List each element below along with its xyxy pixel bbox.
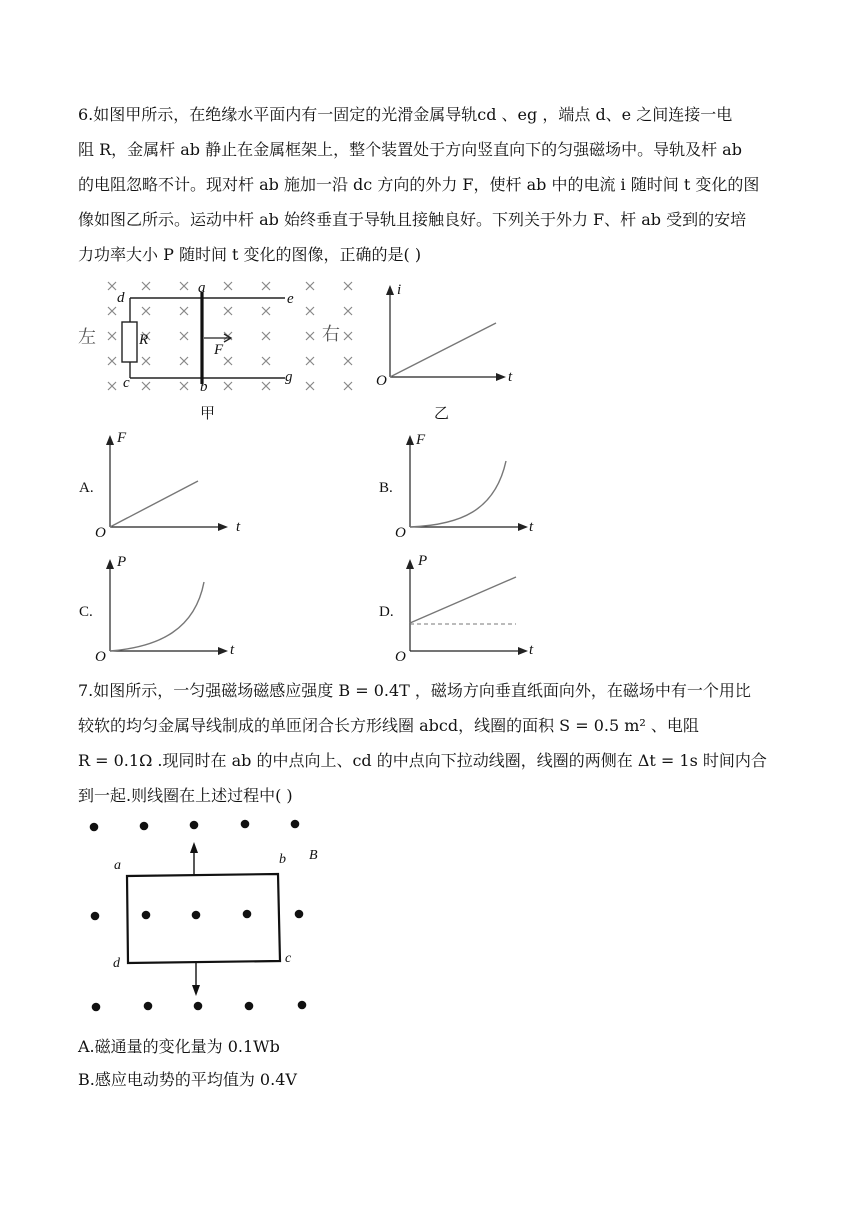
- option-a-axis-x: t: [236, 519, 241, 535]
- option-b-letter: B.: [379, 480, 393, 496]
- q7-line-3: R = 0.1Ω .现同时在 ab 的中点向上、cd 的中点向下拉动线圈，线圈的两侧在 Δt = 1s 时间内合: [78, 751, 767, 770]
- field-cross: [108, 357, 116, 365]
- option-c-origin: O: [95, 649, 106, 665]
- option-b-origin: O: [395, 525, 406, 541]
- field-cross: [180, 382, 188, 390]
- field-cross: [262, 307, 270, 315]
- option-b-axis-x: t: [529, 519, 534, 535]
- question-6-text: [78, 101, 790, 268]
- coil-label-c: c: [285, 951, 292, 966]
- q6-line-4: 像如图乙所示。运动中杆 ab 始终垂直于导轨且接触良好。下列关于外力 F、杆 ab 受到的安培: [78, 210, 747, 229]
- option-d-axis-x: t: [529, 642, 534, 658]
- option-a-origin: O: [95, 525, 106, 541]
- field-cross: [306, 332, 314, 340]
- coil-label-d: d: [113, 956, 120, 971]
- q6-line-3: 的电阻忽略不计。现对杆 ab 施加一沿 dc 方向的外力 F，使杆 ab 中的电流 i 随时间 t 变化的图: [78, 175, 760, 194]
- field-cross: [344, 307, 352, 315]
- field-cross: [180, 282, 188, 290]
- right-label: 右: [322, 324, 340, 345]
- caption-yi: 乙: [434, 404, 450, 422]
- field-cross: [224, 307, 232, 315]
- field-cross: [142, 307, 150, 315]
- label-c: c: [123, 375, 130, 391]
- field-cross: [262, 382, 270, 390]
- q6-line-1: 6.如图甲所示，在绝缘水平面内有一固定的光滑金属导轨cd 、eg ，端点 d、e 之间连接一电: [78, 105, 733, 124]
- field-cross: [262, 282, 270, 290]
- field-cross: [262, 332, 270, 340]
- label-g: g: [285, 369, 293, 385]
- yi-axis-x: t: [508, 369, 513, 385]
- label-e: e: [287, 291, 294, 307]
- field-cross: [180, 307, 188, 315]
- field-cross: [306, 282, 314, 290]
- option-a-axis-y: F: [117, 430, 127, 446]
- label-a: a: [198, 280, 206, 296]
- field-cross: [142, 382, 150, 390]
- q7-line-1: 7.如图所示，一匀强磁场磁感应强度 B = 0.4T ，磁场方向垂直纸面向外，在磁场中有一个用比: [78, 681, 751, 700]
- label-d: d: [117, 290, 125, 306]
- q6-line-2: 阻 R，金属杆 ab 静止在金属框架上，整个装置处于方向竖直向下的匀强磁场中。导轨及杆 ab: [78, 140, 742, 159]
- field-cross: [344, 357, 352, 365]
- field-cross: [142, 357, 150, 365]
- field-cross: [344, 382, 352, 390]
- left-label: 左: [78, 327, 96, 348]
- field-cross: [108, 382, 116, 390]
- option-b-axis-y: F: [416, 432, 426, 448]
- coil-label-b: b: [279, 852, 286, 867]
- field-cross: [108, 307, 116, 315]
- caption-jia: 甲: [200, 404, 216, 422]
- q7-option-a[interactable]: A.磁通量的变化量为 0.1Wb: [78, 1037, 280, 1056]
- option-c-axis-x: t: [230, 642, 235, 658]
- field-cross: [142, 282, 150, 290]
- field-cross: [224, 382, 232, 390]
- field-cross: [306, 307, 314, 315]
- field-cross: [306, 382, 314, 390]
- yi-origin: O: [376, 373, 387, 389]
- option-d-origin: O: [395, 649, 406, 665]
- field-cross: [306, 357, 314, 365]
- field-cross: [344, 282, 352, 290]
- label-R: R: [139, 332, 149, 348]
- coil-label-a: a: [114, 858, 121, 873]
- field-cross: [108, 332, 116, 340]
- label-b: b: [200, 379, 208, 395]
- option-c-graph: [100, 557, 240, 657]
- label-F: F: [214, 342, 224, 358]
- q7-line-4: 到一起.则线圈在上述过程中( ): [78, 786, 293, 805]
- field-cross: [224, 282, 232, 290]
- option-a-letter: A.: [79, 480, 94, 496]
- field-cross: [224, 357, 232, 365]
- question-7-text: [78, 677, 790, 809]
- field-cross: [262, 357, 270, 365]
- q7-option-b[interactable]: B.感应电动势的平均值为 0.4V: [78, 1070, 297, 1089]
- field-cross: [344, 332, 352, 340]
- q6-line-5: 力功率大小 P 随时间 t 变化的图像，正确的是( ): [78, 245, 422, 264]
- option-c-letter: C.: [79, 604, 93, 620]
- field-cross: [108, 282, 116, 290]
- option-a-graph: [100, 433, 240, 533]
- circuit-diagram: [100, 280, 340, 400]
- option-d-letter: D.: [379, 604, 394, 620]
- option-d-axis-y: P: [418, 553, 428, 569]
- yi-axis-y: i: [397, 282, 402, 298]
- field-cross: [180, 357, 188, 365]
- option-d-graph: [400, 557, 540, 657]
- coil-diagram: [80, 815, 320, 1015]
- field-cross: [180, 332, 188, 340]
- coil-label-B: B: [309, 848, 318, 863]
- option-c-axis-y: P: [117, 554, 127, 570]
- q7-line-2: 较软的均匀金属导线制成的单匝闭合长方形线圈 abcd，线圈的面积 S = 0.5 m² 、电阻: [78, 716, 699, 735]
